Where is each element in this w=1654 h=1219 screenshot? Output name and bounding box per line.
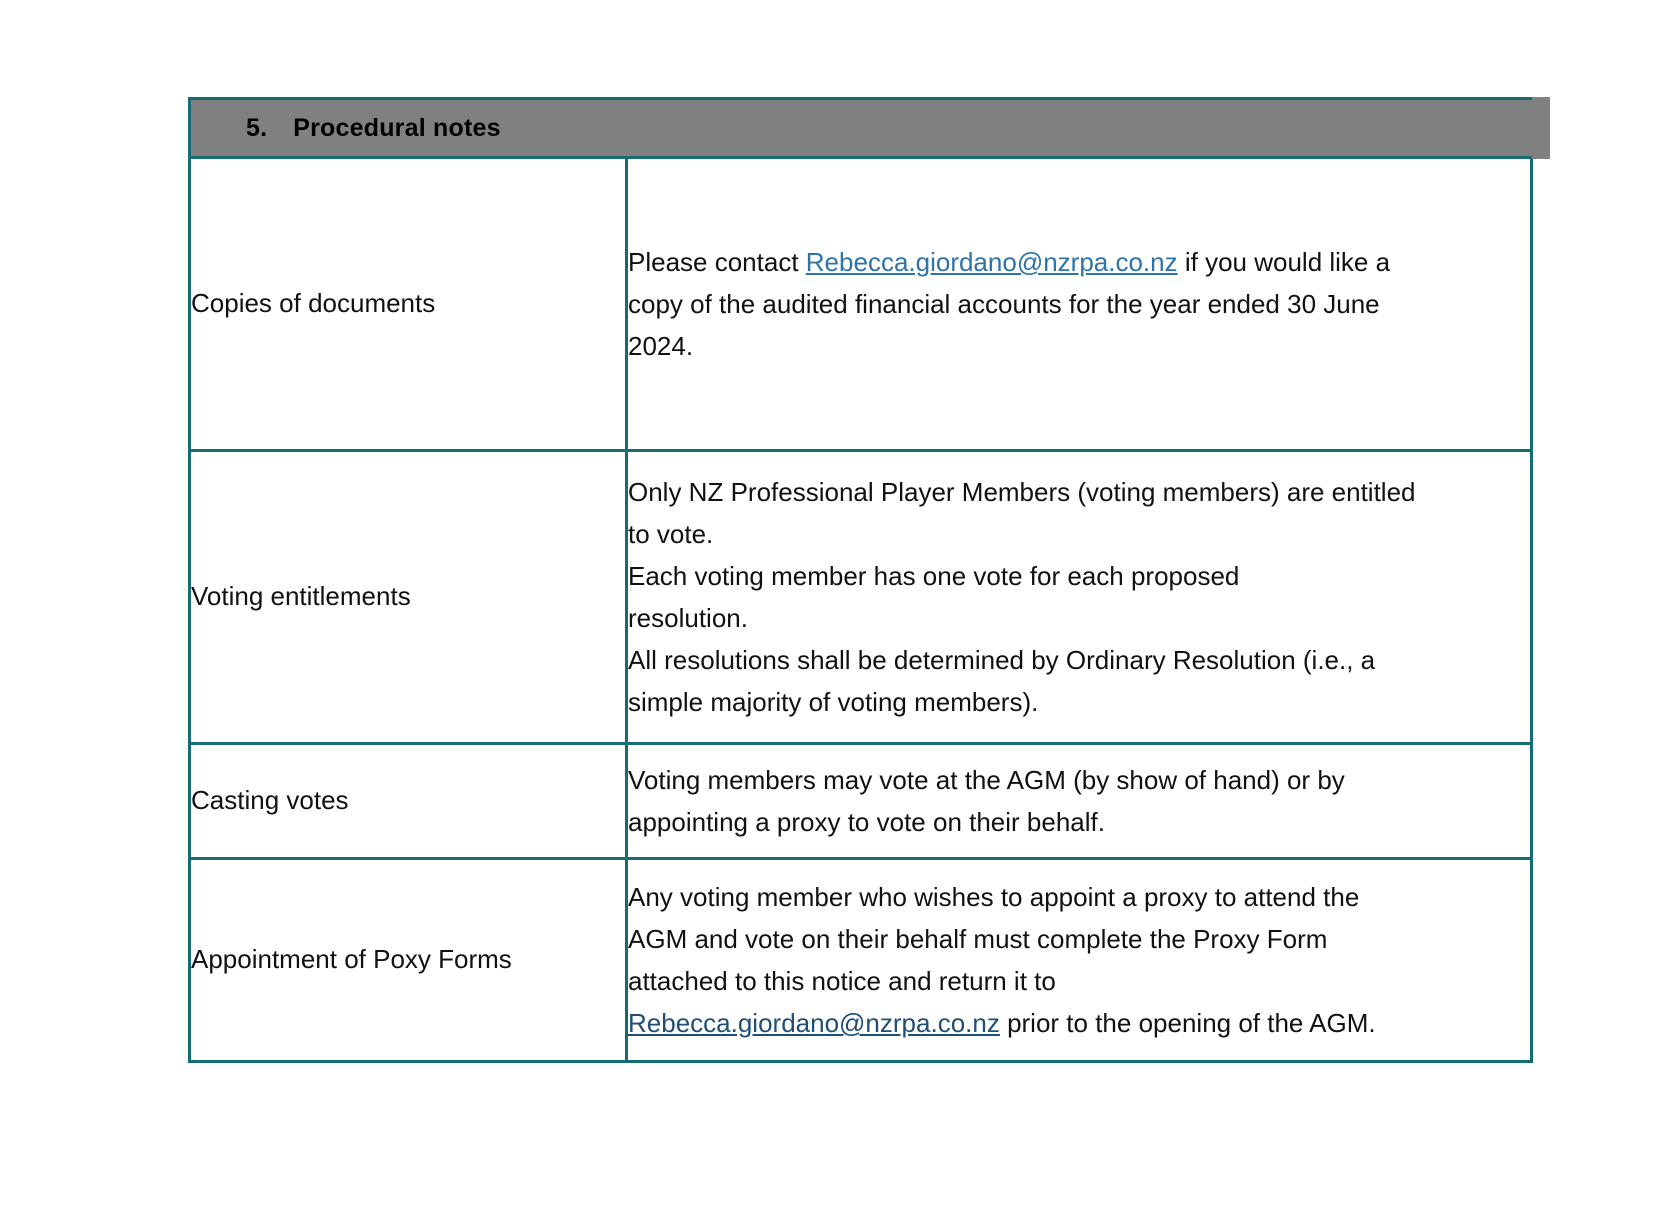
paragraph-block	[628, 872, 1530, 1048]
text-line: 2024.	[628, 331, 694, 362]
text-line: Only NZ Professional Player Members (voting members) are entitled	[628, 476, 1416, 507]
text-line: AGM and vote on their behalf must complete the Proxy Form	[628, 923, 1328, 954]
row-label-voting-entitlements: Voting entitlements	[190, 451, 627, 744]
paragraph-block	[628, 755, 1530, 847]
text-line: simple majority of voting members).	[628, 687, 1039, 718]
email-link-rebecca-giordano[interactable]: Rebecca.giordano@nzrpa.co.nz	[628, 1008, 1000, 1039]
text-line: Voting members may vote at the AGM (by show of hand) or by	[628, 764, 1345, 795]
row-label-copies-of-documents: Copies of documents	[190, 158, 627, 451]
row-content-voting-entitlements	[627, 451, 1532, 744]
text-line: to vote.	[628, 518, 714, 549]
text-line: appointing a proxy to vote on their behalf.	[628, 807, 1105, 837]
section-header	[191, 114, 1532, 143]
text-line: All resolutions shall be determined by Ordinary Resolution (i.e., a	[628, 645, 1376, 676]
section-title: Procedural notes	[293, 113, 501, 142]
text-line: attached to this notice and return it to	[628, 966, 1056, 996]
table-row	[190, 158, 1532, 451]
row-content-copies-of-documents	[627, 158, 1532, 451]
section-header-cell	[190, 99, 1532, 158]
text-line	[628, 1002, 1530, 1044]
paragraph-block	[628, 237, 1530, 371]
text-line: copy of the audited financial accounts for the year ended 30 June	[628, 288, 1380, 319]
row-label-appointment-of-poxy-forms: Appointment of Poxy Forms	[190, 859, 627, 1062]
email-link-rebecca-giordano[interactable]: Rebecca.giordano@nzrpa.co.nz	[805, 246, 1178, 277]
row-content-casting-votes	[627, 744, 1532, 859]
table-header-row	[190, 99, 1532, 158]
line-text: Please contact	[628, 246, 806, 277]
header-overflow-bar	[1532, 97, 1550, 159]
table-body	[190, 99, 1532, 1062]
paragraph-block	[628, 467, 1530, 728]
text-line: Any voting member who wishes to appoint a proxy to attend the	[628, 881, 1360, 912]
table-row	[190, 744, 1532, 859]
table-row	[190, 451, 1532, 744]
line-text-tail: prior to the opening of the AGM.	[999, 1008, 1376, 1039]
procedural-notes-table	[188, 97, 1533, 1063]
row-content-appointment-of-poxy-forms	[627, 859, 1532, 1062]
text-line	[628, 241, 1530, 283]
line-text-tail: if you would like a	[1177, 246, 1391, 277]
text-line: Each voting member has one vote for each proposed	[628, 560, 1240, 591]
text-line: resolution.	[628, 603, 748, 633]
table-row	[190, 859, 1532, 1062]
section-number: 5.	[246, 113, 268, 142]
row-label-casting-votes: Casting votes	[190, 744, 627, 859]
